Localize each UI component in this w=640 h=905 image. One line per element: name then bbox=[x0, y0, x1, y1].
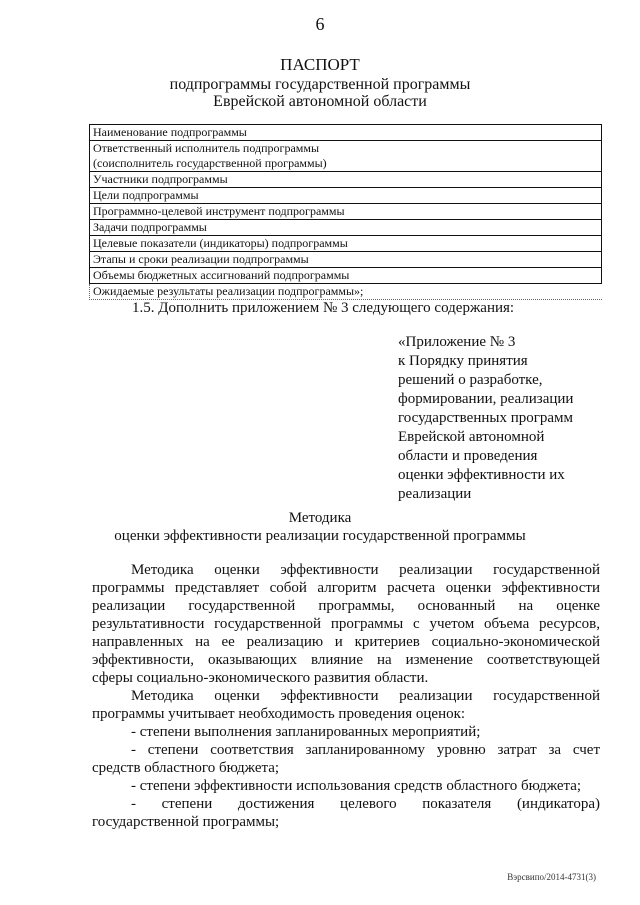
passport-title: ПАСПОРТ bbox=[280, 55, 360, 74]
body-line: - степени эффективности использования средств областного бюджета; bbox=[131, 778, 582, 794]
appendix-line: формировании, реализации bbox=[398, 391, 574, 407]
table-row: Ожидаемые результаты реализации подпрограммы»; bbox=[90, 284, 602, 300]
body-line: - степени соответствия запланированному уровню затрат за счет bbox=[131, 742, 600, 758]
appendix-line: Еврейской автономной bbox=[398, 429, 545, 445]
body-line: государственной программы; bbox=[92, 814, 280, 830]
table-row: Программно-целевой инструмент подпрограммы bbox=[90, 204, 602, 220]
body-line: результативности государственной программы с учетом объема ресурсов, bbox=[92, 616, 600, 632]
table-row-line: Ответственный исполнитель подпрограммы bbox=[93, 141, 320, 155]
table-row: Задачи подпрограммы bbox=[90, 220, 602, 236]
body-line: программы учитывает необходимость проведения оценок: bbox=[92, 706, 466, 722]
passport-subtitle-line-2: Еврейской автономной области bbox=[213, 93, 427, 110]
body-line: средств областного бюджета; bbox=[92, 760, 280, 776]
appendix-line: оценки эффективности их bbox=[398, 467, 565, 483]
method-subtitle: оценки эффективности реализации государственной программы bbox=[114, 528, 526, 544]
table-row: Объемы бюджетных ассигнований подпрограммы bbox=[90, 268, 602, 284]
table-row: Цели подпрограммы bbox=[90, 188, 602, 204]
table-row bbox=[90, 141, 602, 172]
table-row: Наименование подпрограммы bbox=[90, 125, 602, 141]
method-title: Методика bbox=[288, 510, 352, 526]
body-line: Методика оценки эффективности реализации государственной bbox=[131, 688, 600, 704]
body-line: сферы социально-экономического развития области. bbox=[92, 670, 429, 686]
appendix-line: «Приложение № 3 bbox=[398, 334, 516, 350]
footer-code: Вэрсвипо/2014-4731(3) bbox=[507, 872, 596, 882]
body-line: направленных на ее реализацию и критериев социально-экономической bbox=[92, 634, 600, 650]
paragraph-1-5: 1.5. Дополнить приложением № 3 следующего содержания: bbox=[132, 300, 515, 316]
appendix-reference bbox=[398, 333, 598, 504]
passport-table bbox=[89, 124, 602, 300]
body-line: реализации государственной программы, основанный на оценке bbox=[92, 598, 600, 614]
appendix-line: к Порядку принятия bbox=[398, 353, 528, 369]
body-line: эффективности, оказывающих влияние на изменение соответствующей bbox=[92, 652, 600, 668]
table-row: Этапы и сроки реализации подпрограммы bbox=[90, 252, 602, 268]
table-row: Участники подпрограммы bbox=[90, 172, 602, 188]
appendix-line: области и проведения bbox=[398, 448, 538, 464]
body-line: - степени выполнения запланированных мероприятий; bbox=[131, 724, 481, 740]
body-line: - степени достижения целевого показателя (индикатора) bbox=[131, 796, 600, 812]
page-number: 6 bbox=[315, 14, 325, 34]
body-line: программы представляет собой алгоритм расчета оценки эффективности bbox=[92, 580, 600, 596]
appendix-line: государственных программ bbox=[398, 410, 574, 426]
passport-subtitle-line-1: подпрограммы государственной программы bbox=[169, 76, 471, 93]
appendix-line: реализации bbox=[398, 486, 472, 502]
table-row-line: (соисполнитель государственной программы) bbox=[93, 156, 327, 170]
appendix-line: решений о разработке, bbox=[398, 372, 543, 388]
body-line: Методика оценки эффективности реализации государственной bbox=[131, 562, 600, 578]
table-row: Целевые показатели (индикаторы) подпрограммы bbox=[90, 236, 602, 252]
